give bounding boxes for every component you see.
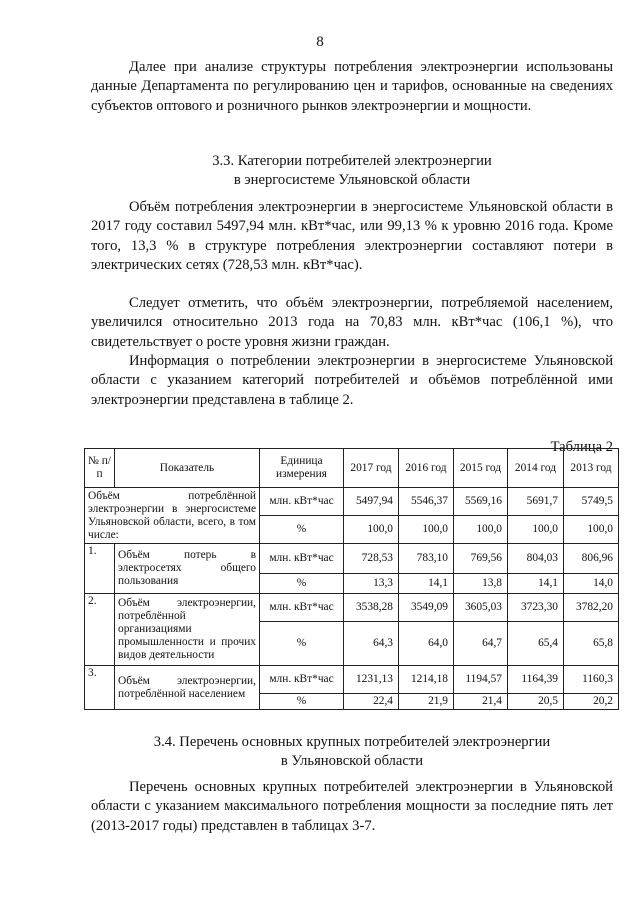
value-cell: 65,8	[564, 622, 619, 666]
value-cell: 1160,3	[564, 666, 619, 694]
intro-paragraph: Далее при анализе структуры потребления электроэнергии использованы данные Департамента по регулированию цен и тарифов, основанные на сведениях субъектов оптового и розничного рынков электроэнергии и мощности.	[91, 59, 613, 114]
unit-cell: %	[260, 622, 344, 666]
unit-cell: млн. кВт*час	[260, 488, 344, 516]
section-3-3-title-line1: 3.3. Категории потребителей электроэнергии	[212, 153, 492, 169]
value-cell: 728,53	[344, 544, 399, 574]
value-cell: 14,1	[508, 574, 564, 594]
value-cell: 100,0	[399, 516, 454, 544]
value-cell: 5569,16	[454, 488, 508, 516]
row-label: Объём электроэнергии, потреблённой населением	[115, 666, 260, 710]
value-cell: 3723,30	[508, 594, 564, 622]
row-number: 2.	[85, 594, 115, 666]
header-year: 2015 год	[454, 449, 508, 488]
value-cell: 100,0	[454, 516, 508, 544]
value-cell: 100,0	[508, 516, 564, 544]
header-unit: Единица измерения	[260, 449, 344, 488]
value-cell: 20,2	[564, 694, 619, 710]
value-cell: 3605,03	[454, 594, 508, 622]
row-number: 1.	[85, 544, 115, 594]
unit-cell: млн. кВт*час	[260, 594, 344, 622]
value-cell: 21,4	[454, 694, 508, 710]
consumption-table	[84, 448, 619, 710]
header-num: № п/п	[85, 449, 115, 488]
header-year: 2016 год	[399, 449, 454, 488]
row-label: Объём потерь в электросетях общего пользования	[115, 544, 260, 594]
value-cell: 5497,94	[344, 488, 399, 516]
row-label: Объём электроэнергии, потреблённой организациями промышленности и прочих видов деятельности	[115, 594, 260, 666]
value-cell: 14,1	[399, 574, 454, 594]
paragraph-population-growth: Следует отметить, что объём электроэнергии, потребляемой населением, увеличился относительно 2013 года на 70,83 млн. кВт*час (106,1 %), что свидетельствует о росте уровня жизни граждан.	[91, 295, 613, 350]
section-3-4-title-line2: в Ульяновской области	[280, 753, 424, 769]
value-cell: 100,0	[344, 516, 399, 544]
table-row	[85, 666, 619, 694]
unit-cell: %	[260, 574, 344, 594]
value-cell: 64,0	[399, 622, 454, 666]
value-cell: 21,9	[399, 694, 454, 710]
table-row	[85, 594, 619, 622]
value-cell: 3782,20	[564, 594, 619, 622]
table-row	[85, 544, 619, 574]
value-cell: 100,0	[564, 516, 619, 544]
value-cell: 14,0	[564, 574, 619, 594]
paragraph-consumption-2017: Объём потребления электроэнергии в энергосистеме Ульяновской области в 2017 году составил 5497,94 млн. кВт*час, или 99,13 % к уровню 2016 года. Кроме того, 13,3 % в структуре потребления электроэнергии составляют потери в электрических сетях (728,53 млн. кВт*час).	[91, 199, 613, 274]
value-cell: 13,3	[344, 574, 399, 594]
value-cell: 5546,37	[399, 488, 454, 516]
value-cell: 1194,57	[454, 666, 508, 694]
header-year: 2014 год	[508, 449, 564, 488]
section-3-4-title-line1: 3.4. Перечень основных крупных потребителей электроэнергии	[153, 734, 551, 750]
value-cell: 804,03	[508, 544, 564, 574]
value-cell: 20,5	[508, 694, 564, 710]
row-number: 3.	[85, 666, 115, 710]
header-year: 2017 год	[344, 449, 399, 488]
value-cell: 769,56	[454, 544, 508, 574]
value-cell: 5749,5	[564, 488, 619, 516]
total-label: Объём потреблённой электроэнергии в энергосистеме Ульяновской области, всего, в том числе:	[85, 488, 260, 544]
page-number: 8	[316, 34, 324, 50]
paragraph-table-reference: Информация о потреблении электроэнергии в энергосистеме Ульяновской области с указанием категорий потребителей и объёмов потреблённой ими электроэнергии представлена в таблице 2.	[91, 353, 613, 408]
unit-cell: млн. кВт*час	[260, 666, 344, 694]
value-cell: 3538,28	[344, 594, 399, 622]
unit-cell: млн. кВт*час	[260, 544, 344, 574]
unit-cell: %	[260, 694, 344, 710]
header-indicator: Показатель	[115, 449, 260, 488]
value-cell: 1164,39	[508, 666, 564, 694]
header-year: 2013 год	[564, 449, 619, 488]
table-row	[85, 488, 619, 516]
value-cell: 65,4	[508, 622, 564, 666]
value-cell: 5691,7	[508, 488, 564, 516]
value-cell: 64,7	[454, 622, 508, 666]
value-cell: 22,4	[344, 694, 399, 710]
value-cell: 783,10	[399, 544, 454, 574]
value-cell: 13,8	[454, 574, 508, 594]
value-cell: 1214,18	[399, 666, 454, 694]
value-cell: 806,96	[564, 544, 619, 574]
value-cell: 1231,13	[344, 666, 399, 694]
paragraph-large-consumers: Перечень основных крупных потребителей электроэнергии в Ульяновской области с указанием максимального потребления мощности за последние пять лет (2013-2017 годы) представлен в таблицах 3-7.	[91, 779, 613, 834]
table-label: Таблица 2	[550, 439, 613, 455]
value-cell: 64,3	[344, 622, 399, 666]
unit-cell: %	[260, 516, 344, 544]
table-header-row	[85, 449, 619, 488]
value-cell: 3549,09	[399, 594, 454, 622]
section-3-3-title-line2: в энергосистеме Ульяновской области	[233, 172, 471, 188]
